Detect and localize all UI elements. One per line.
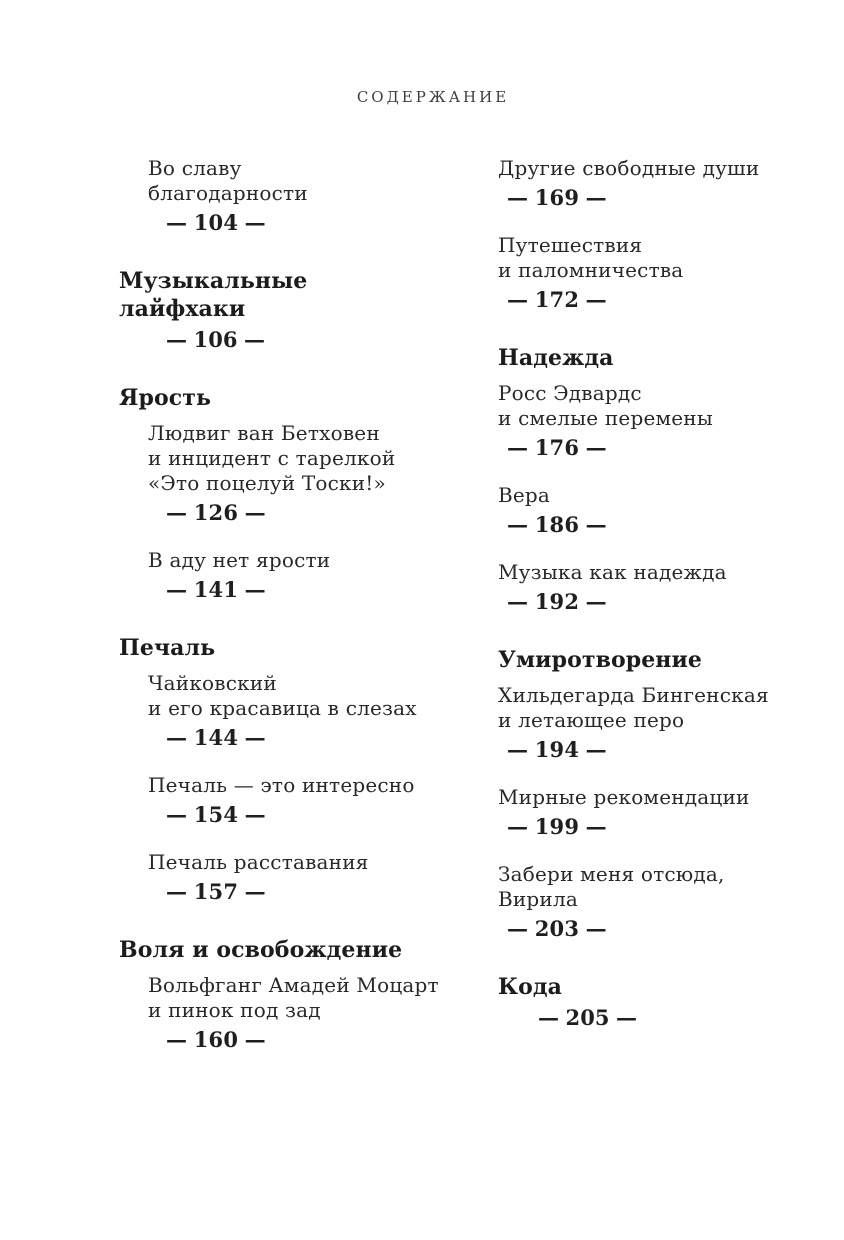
toc-entry-title	[498, 233, 797, 283]
toc-page-number: — 186 —	[507, 512, 607, 537]
heading-line: Печаль	[119, 635, 216, 661]
entry-line: и инцидент с тарелкой	[148, 446, 396, 470]
entry-line: Вера	[498, 483, 551, 507]
toc-entry-title	[119, 384, 449, 412]
entry-line: Забери меня отсюда,	[498, 862, 725, 886]
toc-section-heading	[119, 936, 449, 964]
entry-line: Печаль расставания	[148, 850, 369, 874]
toc-entry-title	[148, 773, 449, 798]
toc-page-number: — 144 —	[166, 725, 266, 750]
toc-page-number: — 169 —	[507, 185, 607, 210]
toc-section-heading	[119, 634, 449, 662]
entry-line: Чайковский	[148, 671, 277, 695]
toc-entry-title	[498, 862, 797, 912]
entry-line: В аду нет ярости	[148, 548, 331, 572]
toc-entry-title	[498, 344, 797, 372]
heading-line: Музыкальные	[119, 268, 308, 294]
toc-entry-title	[119, 267, 449, 323]
toc-block	[498, 156, 797, 210]
toc-page-number: — 203 —	[507, 916, 607, 941]
toc-entry-title	[498, 973, 797, 1001]
toc-block	[148, 156, 449, 235]
heading-line: Надежда	[498, 345, 614, 371]
entry-line: благодарности	[148, 181, 308, 205]
toc-section-heading	[498, 973, 797, 1030]
toc-block	[148, 773, 449, 827]
entry-line: Росс Эдвардс	[498, 381, 642, 405]
entry-line: Другие свободные души	[498, 156, 760, 180]
toc-column-right	[467, 156, 797, 1053]
toc-page-number: — 192 —	[507, 589, 607, 614]
heading-line: лайфхаки	[119, 296, 246, 322]
toc-entry-title	[498, 683, 797, 733]
toc-page-number: — 160 —	[166, 1027, 266, 1052]
toc-section-heading	[119, 267, 449, 352]
toc-block	[148, 850, 449, 904]
toc-block	[498, 483, 797, 537]
toc-section-heading	[498, 344, 797, 372]
toc-page-number: — 205 —	[538, 1005, 638, 1030]
toc-page-number: — 172 —	[507, 287, 607, 312]
toc-page-number: — 126 —	[166, 500, 266, 525]
entry-line: Вольфганг Амадей Моцарт	[148, 973, 439, 997]
toc-entry-title	[498, 156, 797, 181]
toc-entry-title	[148, 421, 449, 496]
toc-entry-title	[498, 560, 797, 585]
toc-entry-title	[119, 936, 449, 964]
entry-line: Мирные рекомендации	[498, 785, 750, 809]
toc-entry-title	[148, 671, 449, 721]
toc-entry-title	[119, 634, 449, 662]
toc-entry-title	[148, 973, 449, 1023]
toc-block	[148, 671, 449, 750]
page-title: СОДЕРЖАНИЕ	[356, 88, 510, 106]
entry-line: Музыка как надежда	[498, 560, 727, 584]
toc-entry-title	[148, 156, 449, 206]
entry-line: Людвиг ван Бетховен	[148, 421, 380, 445]
toc-column-left	[119, 156, 449, 1075]
toc-section-heading	[119, 384, 449, 412]
entry-line: Путешествия	[498, 233, 643, 257]
toc-block	[148, 973, 449, 1052]
toc-entry-title	[498, 381, 797, 431]
heading-line: Кода	[498, 974, 563, 1000]
toc-section-heading	[498, 646, 797, 674]
entry-line: и летающее перо	[498, 708, 685, 732]
toc-page-number: — 106 —	[166, 327, 266, 352]
toc-block	[498, 233, 797, 312]
entry-line: Вирила	[498, 887, 578, 911]
entry-line: Печаль — это интересно	[148, 773, 415, 797]
toc-page-number: — 141 —	[166, 577, 266, 602]
entry-line: и пинок под зад	[148, 998, 321, 1022]
toc-page-number: — 157 —	[166, 879, 266, 904]
entry-line: «Это поцелуй Тоски!»	[148, 471, 386, 495]
toc-entry-title	[498, 785, 797, 810]
toc-page-number: — 176 —	[507, 435, 607, 460]
toc-block	[498, 560, 797, 614]
toc-block	[498, 862, 797, 941]
entry-line: и его красавица в слезах	[148, 696, 417, 720]
toc-page-number: — 104 —	[166, 210, 266, 235]
entry-line: и смелые перемены	[498, 406, 713, 430]
toc-page-number: — 194 —	[507, 737, 607, 762]
toc-entry-title	[498, 646, 797, 674]
heading-line: Умиротворение	[498, 647, 703, 673]
toc-entry-title	[498, 483, 797, 508]
entry-line: Хильдегарда Бингенская	[498, 683, 769, 707]
toc-block	[148, 421, 449, 525]
toc-block	[498, 381, 797, 460]
entry-line: и паломничества	[498, 258, 684, 282]
heading-line: Ярость	[119, 385, 212, 411]
entry-line: Во славу	[148, 156, 242, 180]
toc-entry-title	[148, 850, 449, 875]
toc-block	[498, 785, 797, 839]
toc-page-number: — 199 —	[507, 814, 607, 839]
toc-entry-title	[148, 548, 449, 573]
toc-block	[148, 548, 449, 602]
toc-block	[498, 683, 797, 762]
toc-page-number: — 154 —	[166, 802, 266, 827]
heading-line: Воля и освобождение	[119, 937, 403, 963]
